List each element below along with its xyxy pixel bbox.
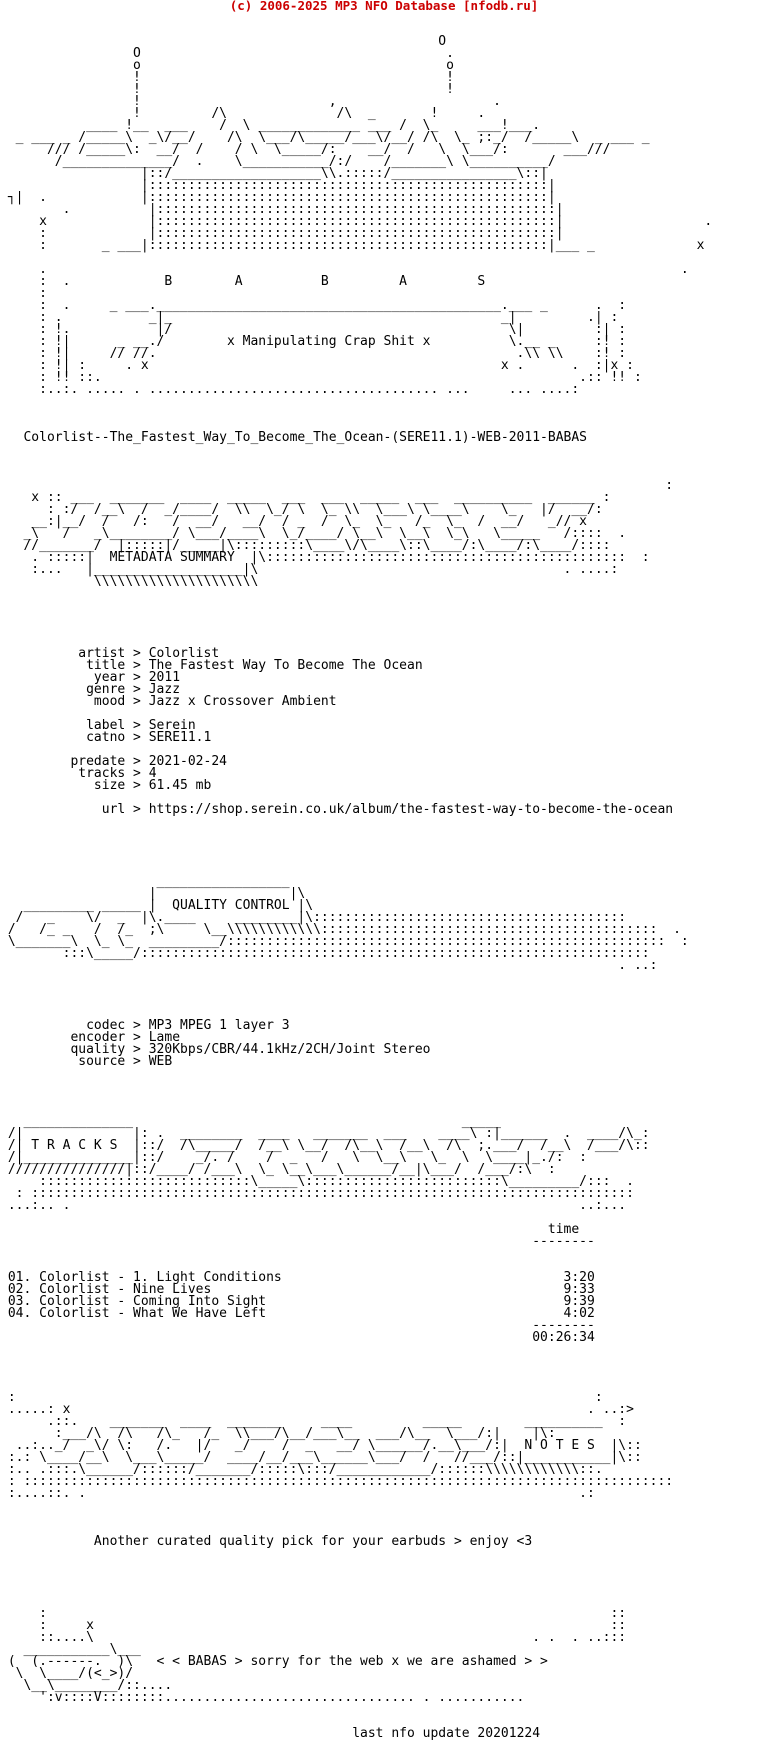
logo-line: o o: [0, 58, 454, 73]
metadata-summary: [0, 612, 712, 816]
logo-line: |::/___________________\\.:::::/________________\::|: [0, 166, 548, 181]
qc-line: _________ _____ | QUALITY CONTROL |\: [0, 898, 314, 913]
footer-line: : ::: [0, 1606, 627, 1621]
qc-line: :::\_____/:::::::::::::::::::::::::::::::::::::::::::::::::::::::::::::::::: [0, 946, 650, 961]
meta-label: predate >: [0, 754, 149, 769]
notes-banner-line: [0, 1368, 712, 1380]
logo-line: _\ / _\________/ \___/____\ \_/____/ \__\ \__\ \_\ \_____ /:::: .: [0, 526, 627, 541]
track-list: [0, 1272, 712, 1344]
spacer-line: [0, 612, 712, 624]
track-entry: 04. Colorlist - What We Have Left: [0, 1306, 533, 1321]
logo-line: . |:::::::::::::::::::::::::::::::::::::::::::::::::::|: [0, 202, 564, 217]
logo-line: : !! ::. .:: !! :: [0, 370, 642, 385]
meta-row-mood: [0, 696, 712, 708]
footer-line: \ \____/(<_>)/: [0, 1666, 134, 1681]
logo-line: x :: ___ _______ ____ _____ ___ ___ _____ ___ __________ ______ :: [0, 490, 611, 505]
logo-line: : !. |/ \| :| :: [0, 322, 627, 337]
logo-line: :: [0, 478, 674, 493]
meta-label: label >: [0, 718, 149, 733]
logo-line: ! !: [0, 82, 454, 97]
notes-banner: [0, 1368, 712, 1512]
logo-line: [0, 396, 712, 408]
footer-line: \__\________/::....: [0, 1678, 173, 1693]
notes-banner-line: : :::::::::::::::::::::::::::::::::::::::::::::::::::::::::::::::::::::::::::::::::::: [0, 1474, 674, 1489]
meta-row-catno: [0, 732, 712, 744]
meta-value: Jazz x Crossover Ambient: [148, 694, 337, 709]
qc-line: / /_ _ / /_ ;\ \__\\\\\\\\\\\\::::::::::::::::::::::::::::::::::::::::::: .: [0, 922, 681, 937]
tracks-banner: [0, 1092, 712, 1248]
tracks-banner-line: :::::::::::::::::::::::::::\_____\:::::::::::::::::::::::::\_________/::: .: [0, 1174, 634, 1189]
quality-value: WEB: [148, 1054, 173, 1069]
notes-banner-line: :.. .:::.\______/::::::/_______/:::::\:::/____________/::::::\\\\\\\\\\\\::.: [0, 1462, 603, 1477]
tracks-banner-line: : :::::::::::::::::::::::::::::::::::::::::::::::::::::::::::::::::::::::::::::: [0, 1186, 634, 1201]
logo-line: /______________/ . \___________/:/ /_______\ \__________/: [0, 154, 556, 169]
logo-line: : !| _ __./ x Manipulating Crap Shit x \.__ _ :! :: [0, 334, 627, 349]
site-header: (c) 2006-2025 MP3 NFO Database [nfodb.ru]: [229, 0, 539, 13]
logo-line: [0, 444, 712, 456]
logo-line: ! , .: [0, 94, 501, 109]
notes-banner-line: :___/\ /\ /\_ /_ \\___/\__/___\__ ___/\__ \___/:| |\:: [0, 1426, 556, 1441]
logo-line: |:::::::::::::::::::::::::::::::::::::::::::::::::::|: [0, 178, 556, 193]
qc-line: [0, 984, 712, 996]
qc-line: \_______\ \_ \_ _________/:::::::::::::::::::::::::::::::::::::::::::::::::::::::: :: [0, 934, 689, 949]
nfo-document: [0, 12, 712, 1752]
logo-line: \\\\\\\\\\\\\\\\\\\\\: [0, 574, 259, 589]
quality-value: 320Kbps/CBR/44.1kHz/2CH/Joint Stereo: [148, 1042, 431, 1057]
logo-line: ! /\ /\ _ ! .: [0, 106, 486, 121]
quality-label: codec >: [0, 1018, 149, 1033]
logo-line: O: [0, 34, 447, 49]
track-time: 9:33: [532, 1282, 595, 1297]
logo-line: Colorlist--The_Fastest_Way_To_Become_The_Ocean-(SERE11.1)-WEB-2011-BABAS: [0, 430, 587, 445]
logo-line: [0, 456, 712, 468]
tracks-banner-line: /|______________|::/ _/. / / _ / \ \__\ \_ \ \____|_./: :: [0, 1150, 587, 1165]
logo-line: :: [0, 286, 47, 301]
tracks-banner-line: ______________ _____: [0, 1114, 509, 1129]
meta-label: title >: [0, 658, 149, 673]
qc-line: [0, 972, 712, 984]
track-time: 9:39: [532, 1294, 595, 1309]
footer-line: [0, 1584, 712, 1596]
qc-line: . ..:: [0, 958, 658, 973]
last-update: last nfo update 20201224: [352, 1726, 541, 1741]
logo-line: __:|__/ / /: / __/ __/ / _ / \_ \_ /_ \_ / __/ _// x: [0, 514, 587, 529]
meta-value: Jazz: [148, 682, 181, 697]
logo-line: . :::::| METADATA SUMMARY |\:::::::::::::::::::::::::::::::::::::::::::::: :: [0, 550, 650, 565]
meta-label: url >: [0, 802, 149, 817]
logo-line: : _ ___|:::::::::::::::::::::::::::::::::::::::::::::::::::|___ _ x: [0, 238, 705, 253]
tracks-banner-line: time: [0, 1222, 580, 1237]
quality-label: source >: [0, 1054, 149, 1069]
logo-line: :... |___________________|\ . ....:: [0, 562, 619, 577]
tracks-banner-line: ///////////////|::/____/ /___\ \_ \__\___\______/__|\___/ /___/:\ :: [0, 1162, 556, 1177]
notes-banner-line: .....: x . ..:>: [0, 1402, 634, 1417]
meta-label: size >: [0, 778, 149, 793]
quality-details: [0, 1020, 712, 1068]
tracks-banner-line: /| T R A C K S |::/ /\_____/ /__\ \__/ /\__\ /__\ /\ ;.___/ /__\ /___/\::: [0, 1138, 650, 1153]
logo-line: . .: [0, 262, 689, 277]
meta-value: 2021-02-24: [148, 754, 227, 769]
logo-line: :..:. ..... . ..................................... ... ... ....:: [0, 382, 580, 397]
meta-value: 4: [148, 766, 157, 781]
tracks-banner-line: ...:.. . ..:...: [0, 1198, 627, 1213]
footer-line: [0, 1596, 712, 1608]
footer-line: ( (.------. )\ < < BABAS > sorry for the web x we are ashamed > >: [0, 1654, 548, 1669]
logo-line: //_______/ |:::::|/_____|\:::::::::\____\/\____\::\____/:\____/:\____/::::: [0, 538, 611, 553]
notes-banner-line: ..:.._/ _\/ \: /. |/ _/ / _ __/ \______/.__\___/:| N O T E S |\::: [0, 1438, 642, 1453]
logo-line: : :/ /__\ / _/____/ \\ \_/ \ \_ \\ \___\ \____\ \_ |/ __/:: [0, 502, 603, 517]
notes-banner-line: .::. _______ ____ _______ ____ _____ __________ :: [0, 1414, 627, 1429]
track-entry: 01. Colorlist - 1. Light Conditions: [0, 1270, 533, 1285]
quality-value: Lame: [148, 1030, 181, 1045]
meta-row-size: [0, 780, 712, 792]
meta-value: Serein: [148, 718, 196, 733]
logo-line: : . B A B A S: [0, 274, 486, 289]
meta-label: mood >: [0, 694, 149, 709]
logo-line: ! !: [0, 70, 454, 85]
meta-value: The Fastest Way To Become The Ocean: [148, 658, 423, 673]
meta-value[interactable]: https://shop.serein.co.uk/album/the-fastest-way-to-become-the-ocean: [148, 802, 674, 817]
footer-line: ::....\ . . . ..:::: [0, 1630, 627, 1645]
track-time: 3:20: [532, 1270, 595, 1285]
logo-line: ____ !__ ___ / \ _____________ ___ / \_ ___!___.: [0, 118, 541, 133]
footer-line: [0, 1572, 712, 1584]
qc-line: _________________: [0, 874, 290, 889]
notes-banner-line: : :: [0, 1390, 603, 1405]
quality-control-banner: [0, 840, 712, 996]
qc-line: [0, 852, 712, 864]
logo-line: : |:::::::::::::::::::::::::::::::::::::::::::::::::::|: [0, 226, 564, 241]
logo-line: : !| : . x x . . :|x :: [0, 358, 634, 373]
meta-value: 61.45 mb: [148, 778, 212, 793]
logo-line: _ ___ _ /_____\ _\/__/ /\ \___/\_____/___\/__/ /\ \_ ;:_/ /_____\ _ ___ _: [0, 130, 650, 145]
babas-logo-block: [0, 36, 712, 588]
track-entry: 03. Colorlist - Coming Into Sight: [0, 1294, 533, 1309]
logo-line: ┐| . |:::::::::::::::::::::::::::::::::::::::::::::::::::|: [0, 190, 556, 205]
qc-line: | |\: [0, 886, 306, 901]
footer-line: : x ::: [0, 1618, 627, 1633]
logo-line: O .: [0, 46, 454, 61]
logo-line: : . _ ___.____________________________________________.___ _ . :: [0, 298, 627, 313]
meta-label: genre >: [0, 682, 149, 697]
logo-line: x |:::::::::::::::::::::::::::::::::::::::::::::::::::| .: [0, 214, 713, 229]
meta-row-url: [0, 804, 712, 816]
qc-line: [0, 840, 712, 852]
logo-line: /// /_____\: __/ / / \ \_____/: __/ / \ \___/: ___///: [0, 142, 611, 157]
quality-row-source: [0, 1056, 712, 1068]
quality-label: encoder >: [0, 1030, 149, 1045]
logo-line: [0, 408, 712, 420]
footer-line: ':v::::V::::::::................................ . ...........: [0, 1690, 525, 1705]
tracks-banner-line: --------: [0, 1234, 595, 1249]
meta-value: SERE11.1: [148, 730, 212, 745]
logo-line: : . _|_ _| .| :: [0, 310, 619, 325]
track-time: 4:02: [532, 1306, 595, 1321]
meta-label: artist >: [0, 646, 149, 661]
notes-banner-line: :.: \____/__\ \___\_____/ ____/__/___\______\___/ / //___/::|___________|\::: [0, 1450, 642, 1465]
meta-label: tracks >: [0, 766, 149, 781]
footer-block: [0, 1572, 712, 1704]
quality-label: quality >: [0, 1042, 149, 1057]
track-entry: 02. Colorlist - Nine Lives: [0, 1282, 533, 1297]
tracks-banner-line: /| |: . ________ ____ _______ ___ ____\ :|______ . ____/\_:: [0, 1126, 650, 1141]
meta-value: Colorlist: [148, 646, 220, 661]
tracks-banner-line: [0, 1092, 712, 1104]
spacer-line: [0, 624, 712, 636]
qc-line: / _ \/ _ |\.____ ________|\::::::::::::::::::::::::::::::::::::::::: [0, 910, 627, 925]
notes-banner-line: :....::. . .:: [0, 1486, 595, 1501]
meta-label: year >: [0, 670, 149, 685]
logo-line: : !| // //. .\\ \\ :! :: [0, 346, 627, 361]
quality-value: MP3 MPEG 1 layer 3: [148, 1018, 290, 1033]
footer-line: ___________\___: [0, 1642, 611, 1657]
notes-banner-line: [0, 1500, 712, 1512]
total-rule: --------: [0, 1318, 595, 1333]
meta-value: 2011: [148, 670, 181, 685]
meta-label: catno >: [0, 730, 149, 745]
notes-text: Another curated quality pick for your earbuds > enjoy <3: [93, 1534, 533, 1549]
total-time: 00:26:34: [0, 1330, 595, 1345]
